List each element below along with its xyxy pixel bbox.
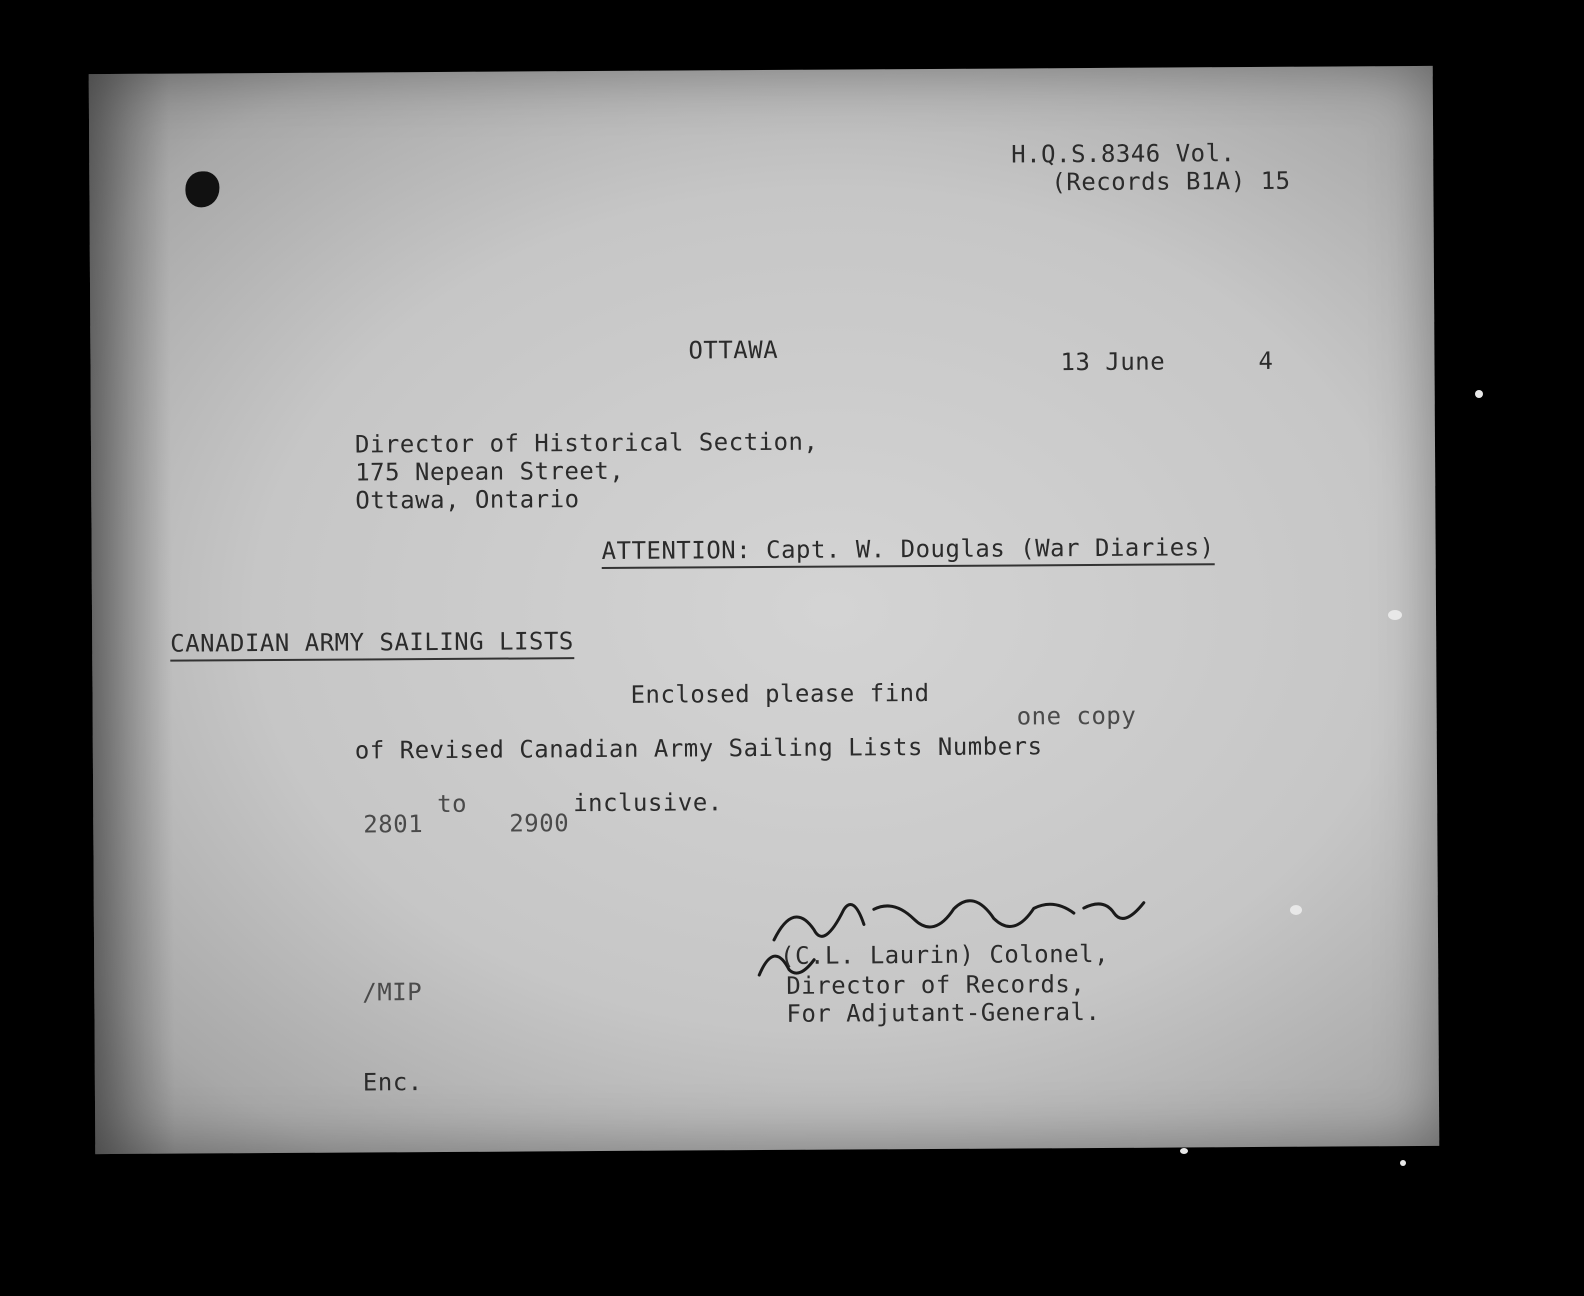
- document-page: [89, 66, 1440, 1154]
- typist-initials: /MIP: [362, 978, 423, 1007]
- body-inserted-copy: one copy: [1016, 701, 1137, 731]
- film-speck: [1180, 1148, 1188, 1154]
- place-heading: OTTAWA: [688, 335, 779, 365]
- addressee-line2: 175 Nepean Street,: [355, 456, 625, 487]
- film-speck: [1475, 390, 1483, 398]
- signature-line3: For Adjutant-General.: [786, 997, 1101, 1028]
- punch-hole: [185, 171, 219, 207]
- film-speck: [1388, 610, 1402, 620]
- film-speck: [1400, 1160, 1406, 1166]
- from-number: 2801: [363, 810, 424, 839]
- addressee-line3: Ottawa, Ontario: [355, 485, 580, 515]
- file-reference-line2: (Records B1A) 15: [1051, 166, 1291, 197]
- to-number: 2900: [509, 809, 570, 838]
- addressee-line1: Director of Historical Section,: [354, 427, 819, 459]
- film-speck: [1290, 905, 1302, 915]
- body-line2: of Revised Canadian Army Sailing Lists Numbers: [354, 732, 1043, 765]
- date-year: 4: [1258, 346, 1274, 375]
- file-reference-line1: H.Q.S.8346 Vol.: [1011, 139, 1236, 169]
- inclusive-word: inclusive.: [573, 788, 723, 818]
- date-day-month: 13 June: [1060, 347, 1166, 377]
- body-line1: Enclosed please find: [630, 678, 930, 709]
- signature-line1: (C.L. Laurin) Colonel,: [780, 939, 1110, 970]
- attention-line: ATTENTION: Capt. W. Douglas (War Diaries): [602, 533, 1215, 569]
- enclosure-note: Enc.: [362, 1068, 423, 1097]
- signature-line2: Director of Records,: [786, 970, 1086, 1000]
- to-word: to: [437, 789, 468, 818]
- subject-heading: CANADIAN ARMY SAILING LISTS: [170, 627, 574, 661]
